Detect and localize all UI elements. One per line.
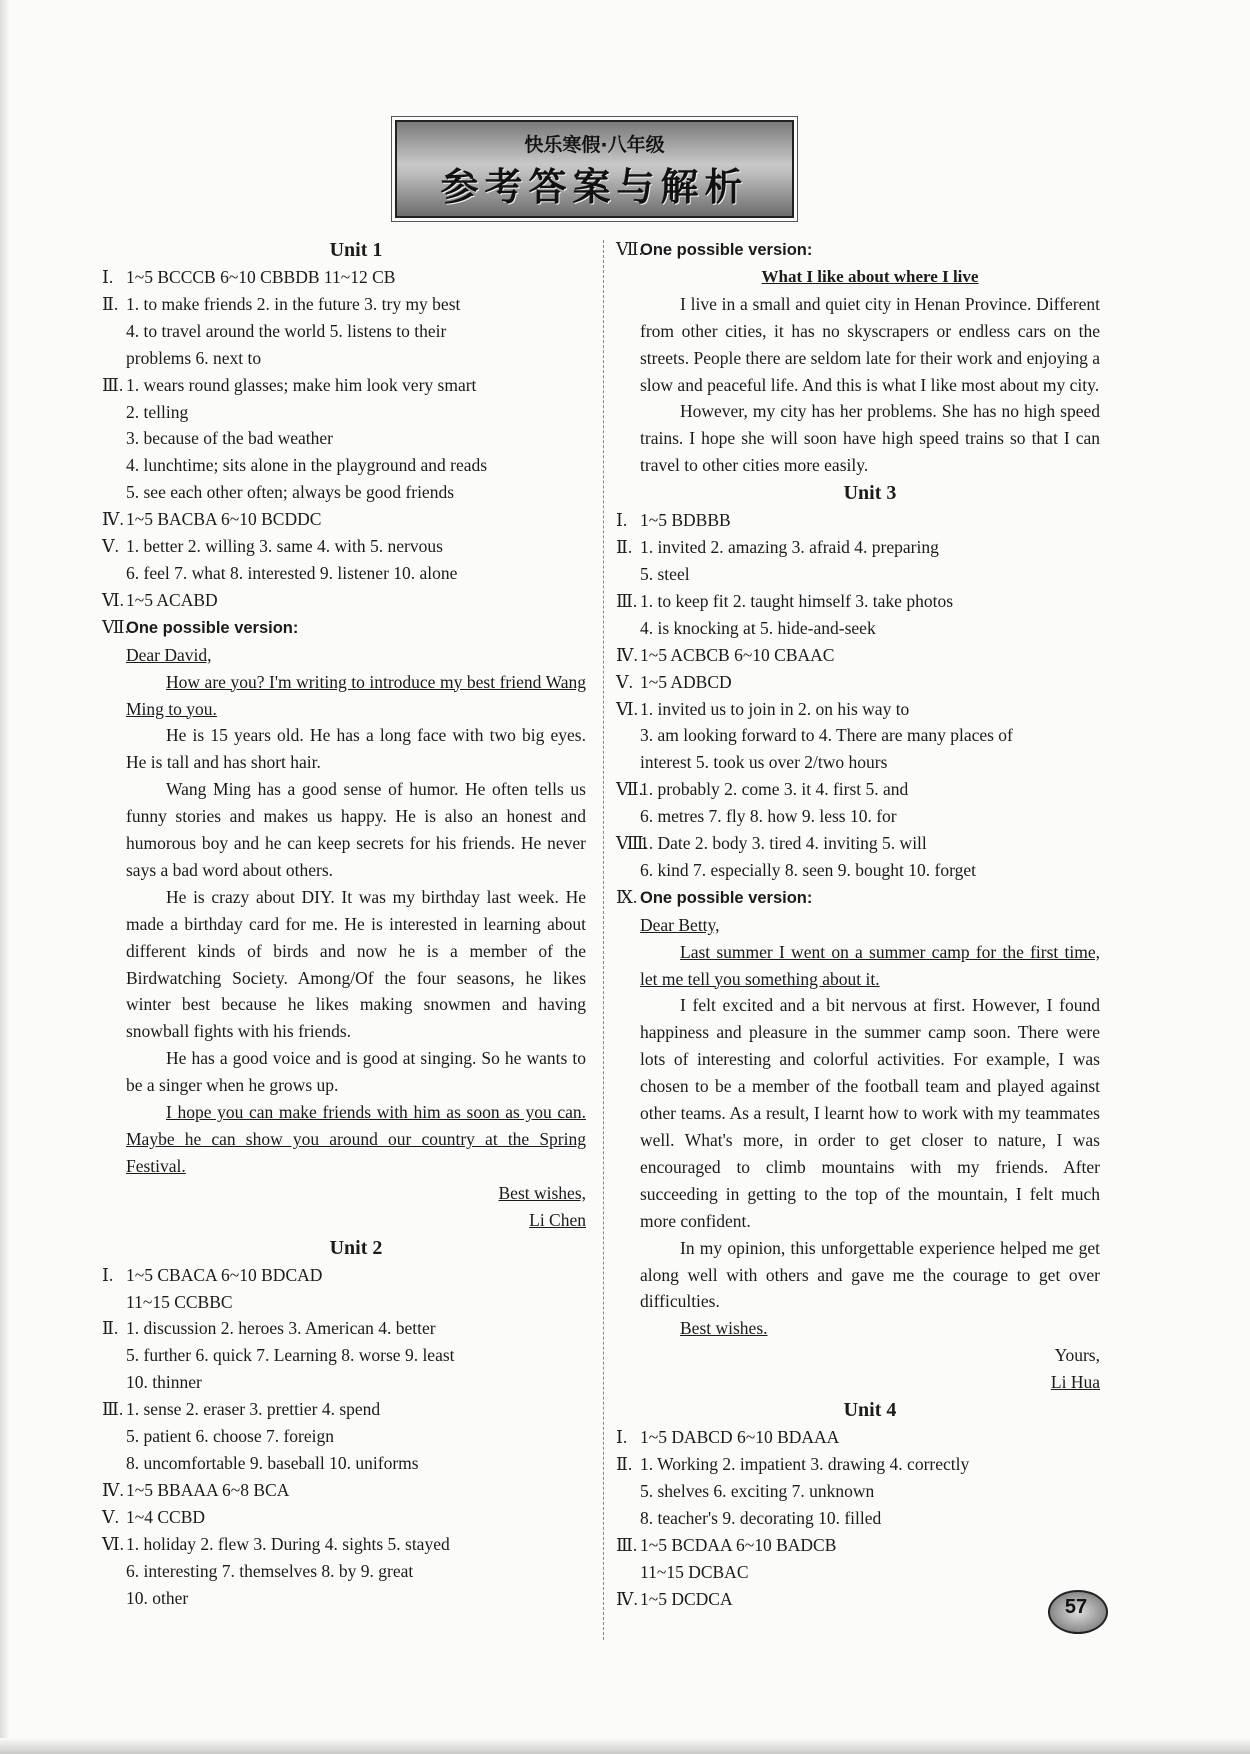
section-number: Ⅴ. bbox=[102, 1506, 120, 1527]
page-number: 57 bbox=[1064, 1596, 1088, 1618]
unit-2-title: Unit 2 bbox=[329, 1236, 383, 1259]
letter-paragraph: He is crazy about DIY. It was my birthday last week. He made a birthday card for me. He is interested in learning about different kinds of birds and now he is a member of the Birdwatching Society. Among/Of the four seasons, he likes winter best because he likes making snowmen and having snowball fights with his friends. bbox=[126, 886, 586, 1042]
u1-s2-l3: problems 6. next to bbox=[126, 347, 262, 368]
section-number: Ⅲ. bbox=[616, 1534, 638, 1555]
answer-line: 1~5 BBAAA 6~8 BCA bbox=[126, 1479, 290, 1500]
section-number: Ⅶ. bbox=[616, 239, 643, 259]
essay-heading: What I like about where I live bbox=[761, 266, 979, 286]
answer-line: 1~5 DABCD 6~10 BDAAA bbox=[640, 1427, 840, 1448]
answer-line: 1. to make friends 2. in the future 3. try my best bbox=[126, 293, 461, 314]
u2-s7 bbox=[616, 236, 1100, 264]
u3-s2 bbox=[616, 534, 1100, 561]
u1-s6 bbox=[102, 587, 586, 614]
section-number: Ⅲ. bbox=[616, 590, 638, 611]
letter-greeting: Dear David, bbox=[126, 644, 212, 665]
title-banner bbox=[395, 120, 794, 218]
u2-s6 bbox=[102, 1531, 586, 1558]
u3-s6 bbox=[616, 696, 1100, 723]
u1-s3-l5: 5. see each other often; always be good friends bbox=[126, 482, 455, 503]
u2-s6-l2: 6. interesting 7. themselves 8. by 9. great bbox=[126, 1560, 414, 1581]
section-number: Ⅱ. bbox=[616, 537, 633, 558]
answer-line: 1. to keep fit 2. taught himself 3. take photos bbox=[640, 590, 954, 611]
answer-line: 1~5 BDBBB bbox=[640, 510, 731, 531]
u3-s7-l2: 6. metres 7. fly 8. how 9. less 10. for bbox=[640, 806, 897, 827]
u3-s4 bbox=[616, 642, 1100, 669]
u1-s4 bbox=[102, 506, 586, 533]
u2-s2-l3: 10. thinner bbox=[126, 1372, 202, 1393]
section-number: Ⅴ. bbox=[616, 671, 634, 692]
u1-s7 bbox=[102, 614, 586, 642]
page-number-badge bbox=[1040, 1590, 1112, 1636]
answer-line: 1~5 DCDCA bbox=[640, 1588, 733, 1609]
letter-signature: Li Hua bbox=[1050, 1372, 1100, 1393]
essay-paragraph: I live in a small and quiet city in Henan Province. Different from other cities, it has no skyscrapers or endless cars on the streets. People there are seldom late for their work and enjoying a slow and peaceful life. And this is what I like most about my city. bbox=[640, 293, 1100, 395]
u4-s2-l3: 8. teacher's 9. decorating 10. filled bbox=[640, 1507, 882, 1528]
u4-s2 bbox=[616, 1451, 1100, 1478]
answer-line: 1~5 ADBCD bbox=[640, 671, 732, 692]
answer-line: 1. Working 2. impatient 3. drawing 4. correctly bbox=[640, 1453, 970, 1474]
u2-s2-l2: 5. further 6. quick 7. Learning 8. worse 9. least bbox=[126, 1345, 455, 1366]
answer-line: 1~5 CBACA 6~10 BDCAD bbox=[126, 1264, 323, 1285]
answer-line: 1. holiday 2. flew 3. During 4. sights 5. stayed bbox=[126, 1533, 450, 1554]
u3-s2-l2: 5. steel bbox=[640, 563, 690, 584]
section-number: Ⅰ. bbox=[616, 510, 628, 531]
column-divider bbox=[603, 240, 604, 1640]
u2-s5 bbox=[102, 1504, 586, 1531]
section-number: Ⅰ. bbox=[102, 267, 114, 287]
answer-line: 1. invited us to join in 2. on his way to bbox=[640, 698, 910, 719]
letter-closing: Best wishes. bbox=[680, 1318, 768, 1339]
left-column bbox=[102, 236, 586, 1611]
answer-line: 1. Date 2. body 3. tired 4. inviting 5. will bbox=[640, 833, 927, 854]
u3-s1 bbox=[616, 507, 1100, 534]
answer-line: 1~5 ACABD bbox=[126, 589, 218, 610]
right-column bbox=[616, 236, 1100, 1612]
u1-s5-l2: 6. feel 7. what 8. interested 9. listener 10. alone bbox=[126, 562, 458, 583]
u4-s2-l2: 5. shelves 6. exciting 7. unknown bbox=[640, 1480, 875, 1501]
answer-line: 1~4 CCBD bbox=[126, 1506, 205, 1527]
letter-sign-off: Best wishes, bbox=[498, 1182, 586, 1203]
essay-paragraph: However, my city has her problems. She has no high speed trains. I hope she will soon have high speed trains so that I can travel to other cities more easily. bbox=[640, 401, 1100, 476]
u2-s1-l2: 11~15 CCBBC bbox=[126, 1291, 233, 1312]
essay-label: One possible version: bbox=[640, 888, 813, 907]
u2-s3-l2: 5. patient 6. choose 7. foreign bbox=[126, 1426, 335, 1447]
letter-paragraph: He is 15 years old. He has a long face with two big eyes. He is tall and has short hair. bbox=[126, 725, 586, 773]
u2-s1 bbox=[102, 1262, 586, 1289]
answer-line: 1. invited 2. amazing 3. afraid 4. preparing bbox=[640, 537, 939, 558]
answer-line: 1. wears round glasses; make him look very smart bbox=[126, 374, 477, 395]
section-number: Ⅳ. bbox=[616, 1588, 638, 1609]
answer-line: 1~5 ACBCB 6~10 CBAAC bbox=[640, 644, 835, 665]
u2-s3-l3: 8. uncomfortable 9. baseball 10. uniforms bbox=[126, 1452, 419, 1473]
section-number: Ⅴ. bbox=[102, 536, 120, 557]
u2-s4 bbox=[102, 1477, 586, 1504]
letter-paragraph: He has a good voice and is good at singing. So he wants to be a singer when he grows up. bbox=[126, 1048, 586, 1096]
u3-s9 bbox=[616, 884, 1100, 912]
section-number: Ⅱ. bbox=[102, 1318, 119, 1339]
u4-s3 bbox=[616, 1532, 1100, 1559]
u1-s2 bbox=[102, 291, 586, 318]
u3-s3-l2: 4. is knocking at 5. hide-and-seek bbox=[640, 617, 876, 638]
letter-paragraph: In my opinion, this unforgettable experience helped me get along well with others and gave me the courage to get over difficulties. bbox=[640, 1237, 1100, 1312]
u2-s6-l3: 10. other bbox=[126, 1587, 189, 1608]
u3-s6-l3: interest 5. took us over 2/two hours bbox=[640, 752, 888, 773]
section-number: Ⅳ. bbox=[102, 1479, 124, 1500]
u3-s5 bbox=[616, 669, 1100, 696]
answer-line: 1~5 BACBA 6~10 BCDDC bbox=[126, 509, 322, 530]
u3-s3 bbox=[616, 588, 1100, 615]
section-number: Ⅷ. bbox=[616, 833, 648, 854]
letter-paragraph: Wang Ming has a good sense of humor. He often tells us funny stories and makes us happy. He is also an honest and humorous boy and he can keep secrets for his friends. He never says a bad word about others. bbox=[126, 779, 586, 880]
answer-line: 1. discussion 2. heroes 3. American 4. better bbox=[126, 1318, 436, 1339]
answer-line: 1. probably 2. come 3. it 4. first 5. and bbox=[640, 779, 909, 800]
section-number: Ⅲ. bbox=[102, 374, 124, 395]
u2-s3 bbox=[102, 1396, 586, 1423]
letter-sign-off: Yours, bbox=[1054, 1345, 1100, 1366]
section-number: Ⅱ. bbox=[616, 1453, 633, 1474]
answer-line: 1~5 BCCCB 6~10 CBBDB 11~12 CB bbox=[126, 267, 396, 287]
u1-s3-l3: 3. because of the bad weather bbox=[126, 428, 333, 449]
section-number: Ⅶ. bbox=[102, 616, 129, 637]
section-number: Ⅳ. bbox=[102, 509, 124, 530]
section-number: Ⅱ. bbox=[102, 293, 119, 314]
u2-s2 bbox=[102, 1315, 586, 1342]
u4-s1 bbox=[616, 1424, 1100, 1451]
letter-intro: Last summer I went on a summer camp for the first time, let me tell you something about it. bbox=[640, 941, 1100, 989]
letter-signature: Li Chen bbox=[529, 1209, 586, 1230]
essay-label: One possible version: bbox=[640, 241, 813, 259]
section-number: Ⅰ. bbox=[102, 1264, 114, 1285]
answer-line: 1. sense 2. eraser 3. prettier 4. spend bbox=[126, 1399, 381, 1420]
unit-3-title: Unit 3 bbox=[843, 482, 897, 505]
u1-s3-l4: 4. lunchtime; sits alone in the playground and reads bbox=[126, 455, 488, 476]
banner-title: 参考答案与解析 bbox=[440, 165, 749, 209]
u1-s2-l2: 4. to travel around the world 5. listens to their bbox=[126, 320, 447, 341]
essay-label: One possible version: bbox=[126, 618, 299, 637]
section-number: Ⅵ. bbox=[102, 589, 124, 610]
letter-closing: I hope you can make friends with him as soon as you can. Maybe he can show you around our country at the Spring Festival. bbox=[126, 1102, 586, 1176]
letter-intro: How are you? I'm writing to introduce my best friend Wang Ming to you. bbox=[126, 671, 586, 719]
scan-shadow-bottom bbox=[0, 1738, 1250, 1754]
u1-s5 bbox=[102, 533, 586, 560]
u4-s3-l2: 11~15 DCBAC bbox=[640, 1561, 749, 1582]
u1-s1 bbox=[102, 264, 586, 291]
letter-greeting: Dear Betty, bbox=[640, 914, 720, 935]
letter-paragraph: I felt excited and a bit nervous at first. However, I found happiness and pleasure in the summer camp soon. There were lots of interesting and colorful activities. For example, I was chosen to be a member of the football team and played against other teams. As a result, I learnt how to work with my teammates well. What's more, in order to get closer to nature, I was encouraged to climb mountains with my friends. After succeeding in getting to the top of the mountain, I felt much more confident. bbox=[640, 995, 1100, 1231]
u4-s4 bbox=[616, 1586, 1100, 1613]
section-number: Ⅵ. bbox=[616, 698, 638, 719]
scan-shadow-left bbox=[0, 0, 10, 1754]
u3-s8-l2: 6. kind 7. especially 8. seen 9. bought 10. forget bbox=[640, 859, 977, 880]
answer-line: 1. better 2. willing 3. same 4. with 5. nervous bbox=[126, 536, 443, 557]
section-number: Ⅲ. bbox=[102, 1399, 124, 1420]
section-number: Ⅸ. bbox=[616, 886, 638, 907]
section-number: Ⅰ. bbox=[616, 1427, 628, 1448]
u1-s3-l2: 2. telling bbox=[126, 401, 189, 422]
section-number: Ⅳ. bbox=[616, 644, 638, 665]
unit-1-title: Unit 1 bbox=[329, 239, 383, 261]
section-number: Ⅵ. bbox=[102, 1533, 124, 1554]
banner-subtitle: 快乐寒假·八年级 bbox=[524, 134, 665, 156]
u1-s3 bbox=[102, 372, 586, 399]
u3-s6-l2: 3. am looking forward to 4. There are many places of bbox=[640, 725, 1013, 746]
answer-line: 1~5 BCDAA 6~10 BADCB bbox=[640, 1534, 837, 1555]
section-number: Ⅶ. bbox=[616, 779, 643, 800]
u3-s7 bbox=[616, 776, 1100, 803]
unit-4-title: Unit 4 bbox=[843, 1399, 897, 1422]
u3-s8 bbox=[616, 830, 1100, 857]
